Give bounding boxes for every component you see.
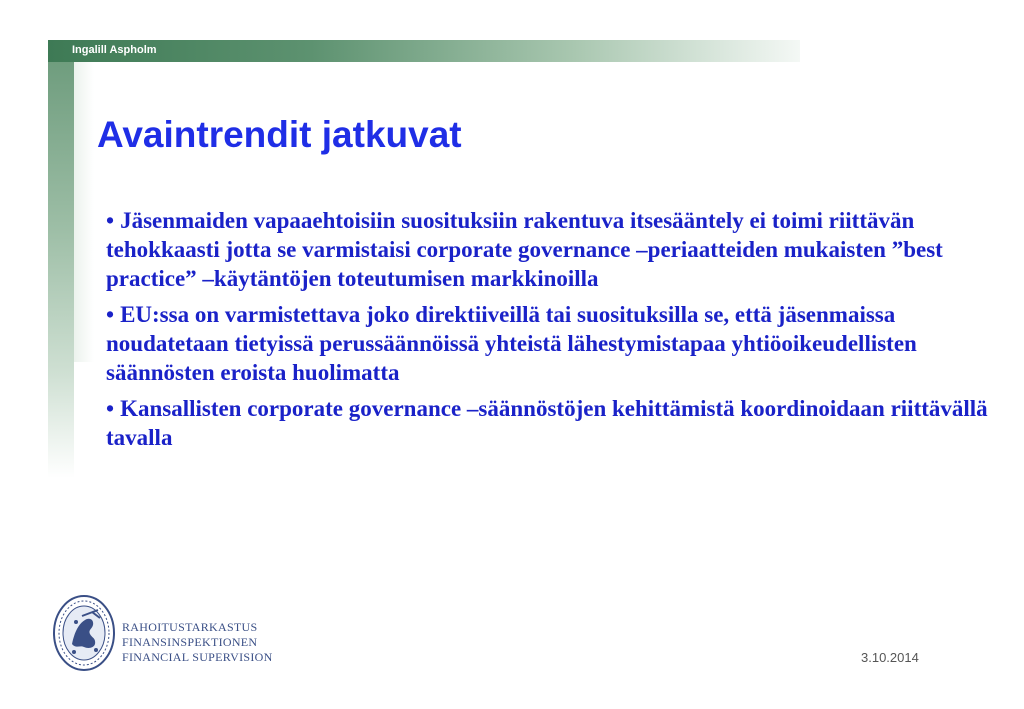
side-decoration-fade <box>74 62 94 362</box>
bullet-marker: • <box>106 302 115 327</box>
lion-seal-logo-icon <box>52 594 116 672</box>
header-bar <box>48 40 800 62</box>
bullet-item <box>106 300 996 387</box>
org-name-english: FINANCIAL SUPERVISION <box>122 650 273 664</box>
bullet-list <box>106 206 996 459</box>
side-decoration-strip <box>48 62 74 478</box>
author-name: Ingalill Aspholm <box>72 44 157 56</box>
bullet-marker: • <box>106 396 115 421</box>
bullet-item <box>106 206 996 293</box>
slide-date: 3.10.2014 <box>861 650 919 665</box>
bullet-text: EU:ssa on varmistettava joko direktiiveillä tai suosituksilla se, että jäsenmaissa noudatetaan tietyissä perussäännöissä yhteistä lähestymistapaa yhtiöoikeudellisten säännösten eroista huolimatta <box>106 302 917 385</box>
org-name-swedish: FINANSINSPEKTIONEN <box>122 635 258 649</box>
org-name-finnish: RAHOITUSTARKASTUS <box>122 620 258 634</box>
bullet-marker: • <box>106 208 115 233</box>
slide-title: Avaintrendit jatkuvat <box>97 114 462 155</box>
bullet-text: Kansallisten corporate governance –säännöstöjen kehittämistä koordinoidaan riittävällä tavalla <box>106 396 988 450</box>
organization-names <box>122 620 273 665</box>
bullet-item <box>106 394 996 452</box>
bullet-text: Jäsenmaiden vapaaehtoisiin suosituksiin rakentuva itsesääntely ei toimi riittävän tehokkaasti jotta se varmistaisi corporate governance –periaatteiden mukaisten ”best practice” –käytäntöjen toteutumisen markkinoilla <box>106 208 943 291</box>
